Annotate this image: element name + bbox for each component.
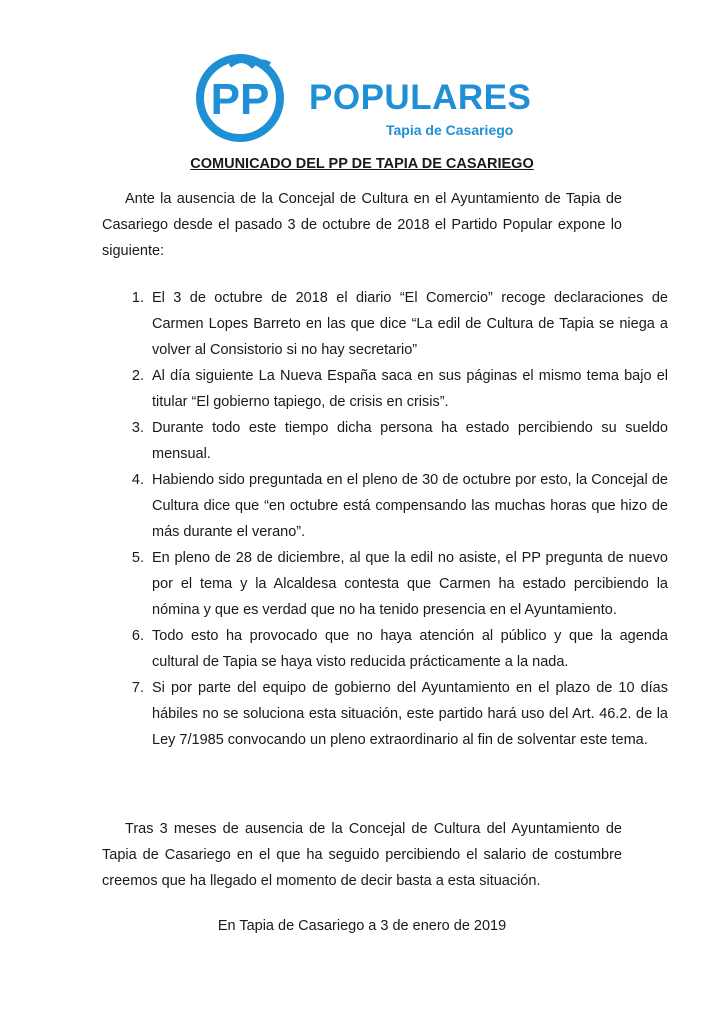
document-title: COMUNICADO DEL PP DE TAPIA DE CASARIEGO	[190, 156, 534, 172]
list-item: 7. Si por parte del equipo de gobierno del Ayuntamiento en el plazo de 10 días hábiles no se soluciona esta situación, este partido hará uso del Art. 46.2. de la Ley 7/1985 convocando un pleno extraordinario al fin de solventar este tema.	[148, 675, 668, 753]
list-item: 5. En pleno de 28 de diciembre, al que la edil no asiste, el PP pregunta de nuevo por el tema y la Alcaldesa contesta que Carmen ha estado percibiendo la nómina y que es verdad que no ha tenido presencia en el Ayuntamiento.	[148, 545, 668, 623]
logo-subtitle: Tapia de Casariego	[386, 122, 514, 138]
list-item: 6. Todo esto ha provocado que no haya atención al público y que la agenda cultural de Tapia se haya visto reducida prácticamente a la nada.	[148, 623, 668, 675]
pp-gull-emblem-icon	[190, 46, 320, 146]
signoff-line: En Tapia de Casariego a 3 de enero de 2019	[217, 918, 507, 934]
svg-text:PP: PP	[210, 75, 270, 124]
points-list	[102, 285, 668, 753]
list-item: 2. Al día siguiente La Nueva España saca en sus páginas el mismo tema bajo el titular “El gobierno tapiego, de crisis en crisis”.	[148, 363, 668, 415]
intro-paragraph: Ante la ausencia de la Concejal de Cultura en el Ayuntamiento de Tapia de Casariego desde el pasado 3 de octubre de 2018 el Partido Popular expone lo siguiente:	[102, 191, 622, 259]
list-item: 1. El 3 de octubre de 2018 el diario “El Comercio” recoge declaraciones de Carmen Lopes Barreto en las que dice “La edil de Cultura de Tapia se niega a volver al Consistorio si no hay secretario”	[148, 285, 668, 363]
logo-brand: POPULARES	[309, 78, 532, 117]
list-item: 4. Habiendo sido preguntada en el pleno de 30 de octubre por esto, la Concejal de Cultura dice que “en octubre está compensando las muchas horas que hizo de más durante el verano”.	[148, 467, 668, 545]
closing-paragraph: Tras 3 meses de ausencia de la Concejal de Cultura del Ayuntamiento de Tapia de Casariego en el que ha seguido percibiendo el salario de costumbre creemos que ha llegado el momento de decir basta a esta situación.	[102, 821, 622, 889]
pp-logo	[190, 46, 530, 146]
list-item: 3. Durante todo este tiempo dicha persona ha estado percibiendo su sueldo mensual.	[148, 415, 668, 467]
